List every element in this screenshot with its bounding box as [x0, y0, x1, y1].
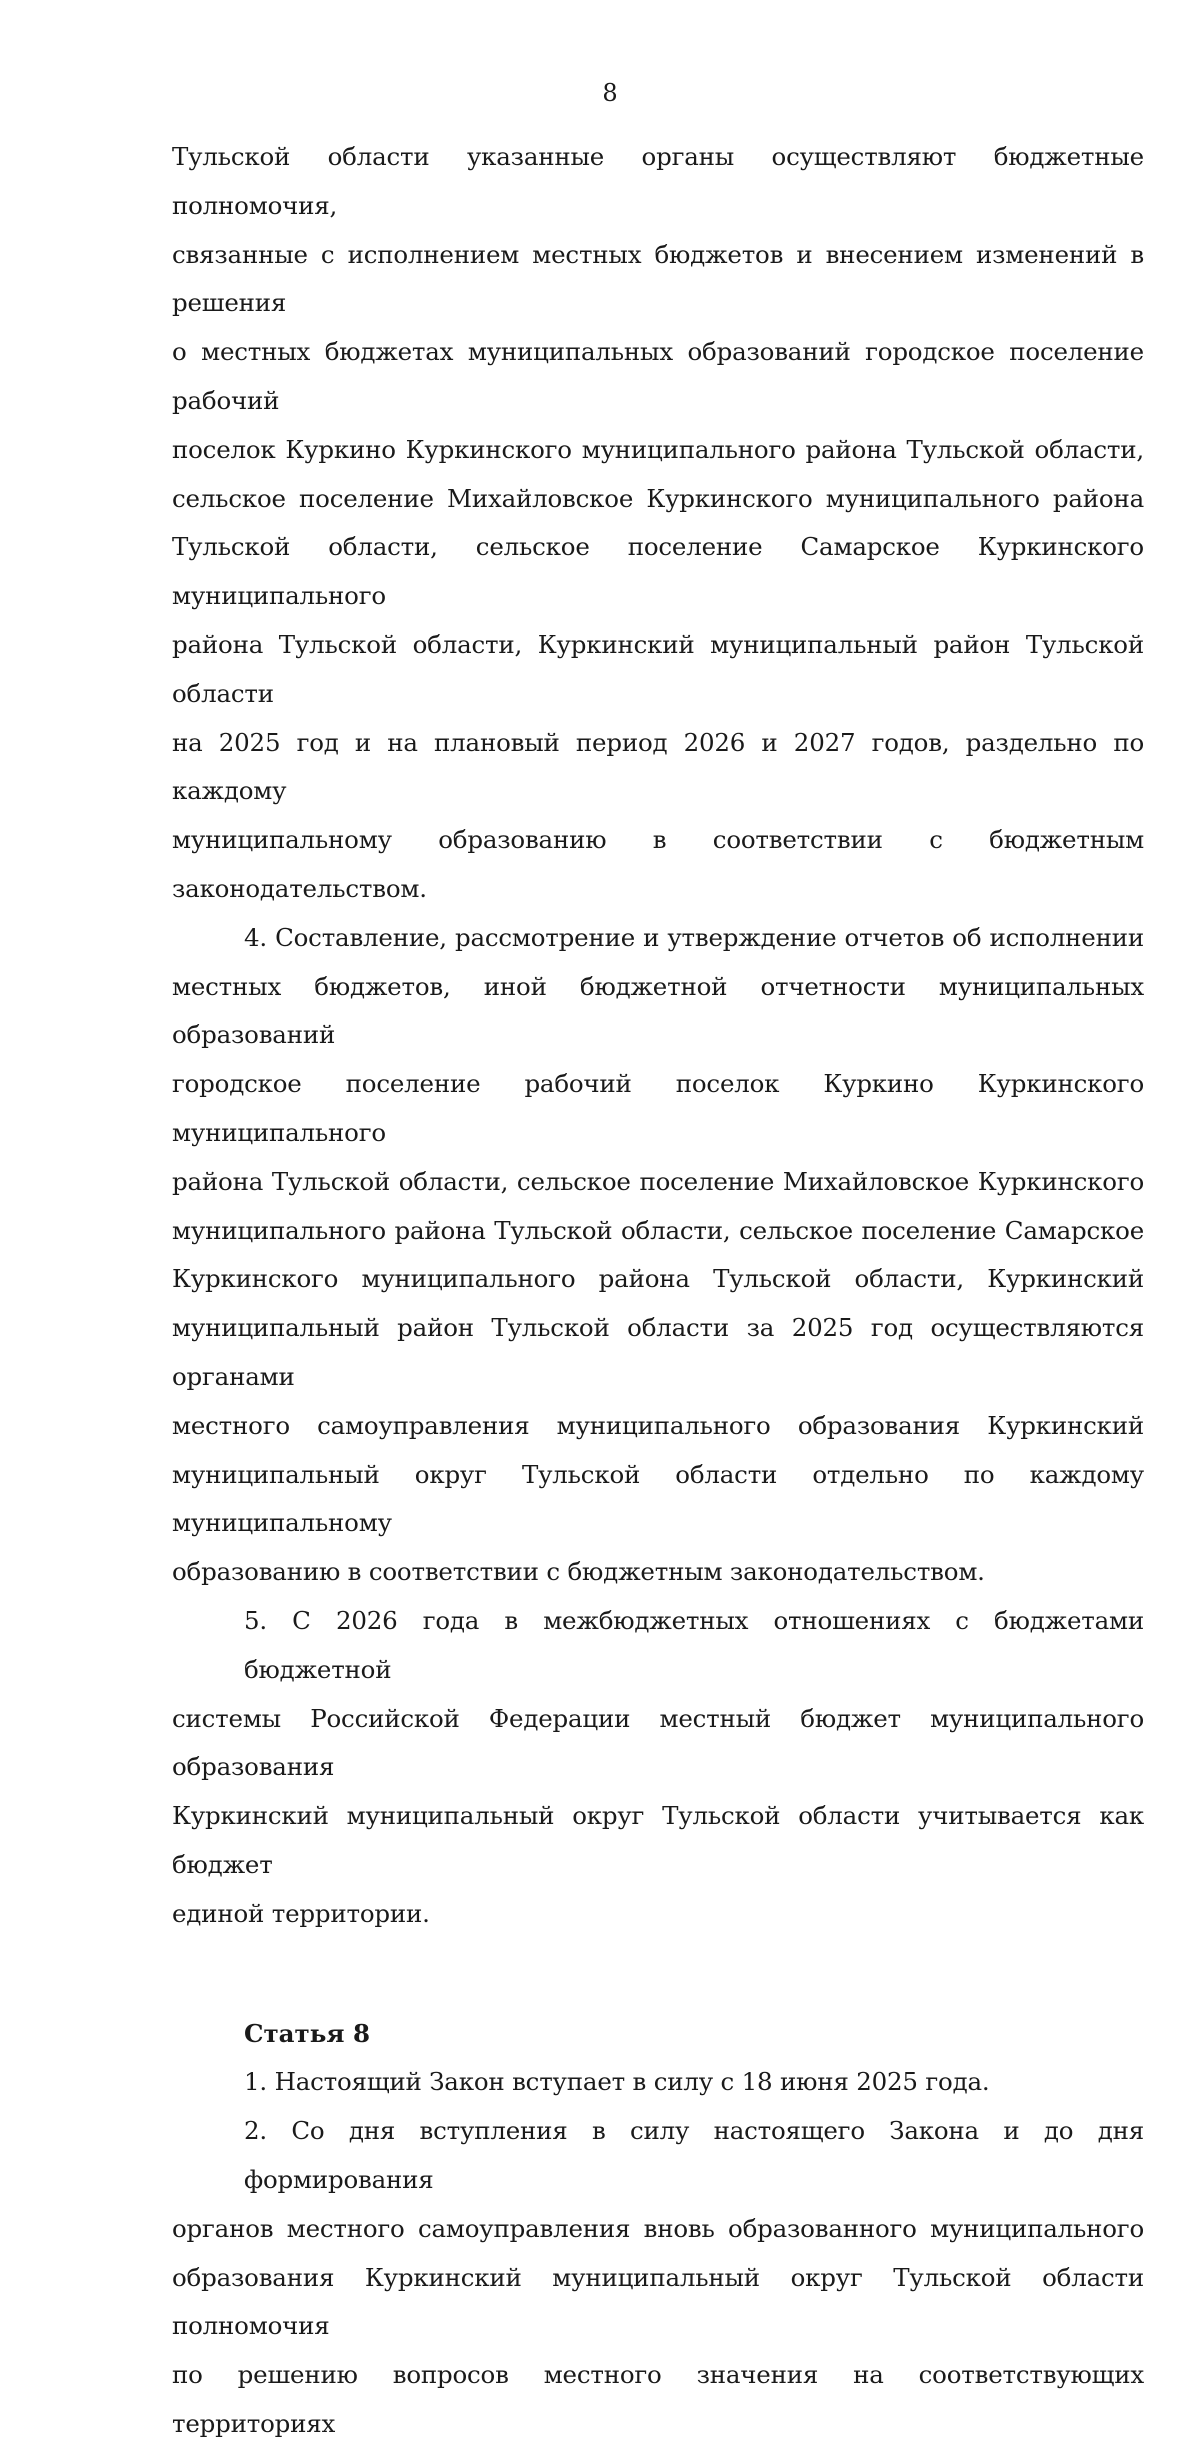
- text-line: местных бюджетов, иной бюджетной отчетности муниципальных образований: [172, 971, 1144, 1050]
- text-line: на 2025 год и на плановый период 2026 и 2027 годов, раздельно по каждому: [172, 727, 1144, 806]
- text-line: Куркинского муниципального района Тульской области, Куркинский: [172, 1264, 1144, 1294]
- text-line: городское поселение рабочий поселок Куркино Куркинского муниципального: [172, 1069, 1144, 1147]
- text-line: 1. Настоящий Закон вступает в силу с 18 июня 2025 года.: [244, 2067, 990, 2097]
- article-item-1: [172, 2058, 1144, 2107]
- text-line: муниципальному образованию в соответствии с бюджетным законодательством.: [172, 825, 1144, 903]
- text-line: Куркинский муниципальный округ Тульской области учитывается как бюджет: [172, 1801, 1144, 1879]
- text-line: поселок Куркино Куркинского муниципального района Тульской области,: [172, 434, 1144, 464]
- text-line: образованию в соответствии с бюджетным законодательством.: [172, 1557, 985, 1587]
- text-line: 4. Составление, рассмотрение и утверждение отчетов об исполнении: [244, 922, 1144, 952]
- text-line: муниципального района Тульской области, сельское поселение Самарское: [172, 1215, 1144, 1245]
- text-line: местного самоуправления муниципального образования Куркинский: [172, 1410, 1144, 1440]
- text-line: муниципальный округ Тульской области отдельно по каждому муниципальному: [172, 1459, 1144, 1538]
- text-line: района Тульской области, Куркинский муниципальный район Тульской области: [172, 629, 1144, 708]
- text-line: сельское поселение Михайловское Куркинского муниципального района: [172, 483, 1144, 513]
- text-line: органов местного самоуправления вновь образованного муниципального: [172, 2213, 1144, 2243]
- paragraph-continuation: [172, 133, 1144, 914]
- text-line: системы Российской Федерации местный бюджет муниципального образования: [172, 1703, 1144, 1782]
- text-line: образования Куркинский муниципальный округ Тульской области полномочия: [172, 2262, 1144, 2341]
- page-number: 8: [602, 79, 618, 107]
- text-line: Тульской области указанные органы осуществляют бюджетные полномочия,: [172, 142, 1144, 220]
- text-line: 5. С 2026 года в межбюджетных отношениях с бюджетами бюджетной: [244, 1605, 1144, 1684]
- text-line: о местных бюджетах муниципальных образований городское поселение рабочий: [172, 337, 1144, 415]
- document-body: [172, 133, 1144, 2449]
- text-line: связанные с исполнением местных бюджетов и внесением изменений в решения: [172, 239, 1144, 318]
- article-item-2: [172, 2107, 1144, 2449]
- text-line: Тульской области, сельское поселение Самарское Куркинского муниципального: [172, 532, 1144, 611]
- article-heading: Статья 8: [244, 2019, 371, 2049]
- text-line: района Тульской области, сельское поселение Михайловское Куркинского: [172, 1166, 1144, 1196]
- paragraph-item-4: [172, 914, 1144, 1597]
- text-line: по решению вопросов местного значения на соответствующих территориях: [172, 2360, 1144, 2439]
- text-line: 2. Со дня вступления в силу настоящего Закона и до дня формирования: [244, 2116, 1144, 2195]
- text-line: единой территории.: [172, 1898, 430, 1928]
- text-line: муниципальный район Тульской области за 2025 год осуществляются органами: [172, 1313, 1144, 1391]
- paragraph-item-5: [172, 1597, 1144, 1939]
